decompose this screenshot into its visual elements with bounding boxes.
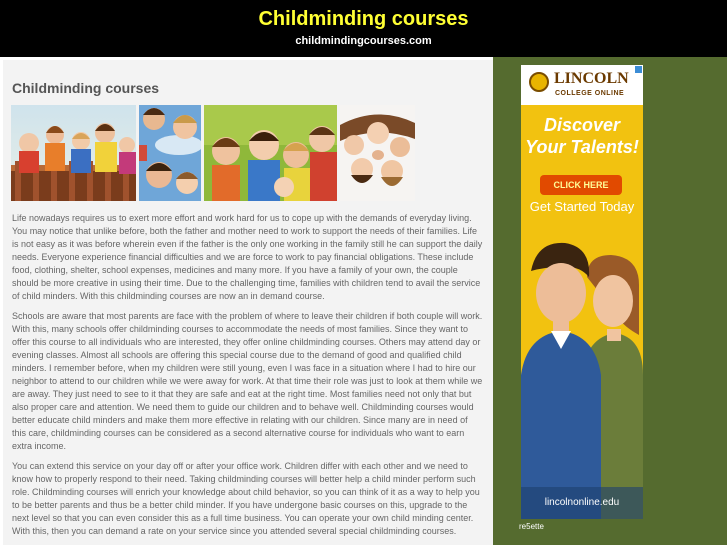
ad-brand: LINCOLN	[554, 70, 629, 87]
adchoices-icon[interactable]	[635, 66, 642, 73]
lincoln-ad-banner[interactable]	[521, 65, 643, 519]
ad-click-here-button[interactable]: CLICK HERE	[540, 175, 622, 195]
site-header	[0, 0, 727, 57]
ad-tagline-2: Your Talents!	[525, 137, 639, 157]
main-content	[0, 57, 493, 545]
sidebar	[493, 57, 727, 545]
ad-brand-sub: COLLEGE ONLINE	[555, 90, 625, 97]
site-url[interactable]: childmindingcourses.com	[295, 35, 432, 47]
site-title[interactable]: Childminding courses	[258, 8, 469, 30]
photo-children-fence	[11, 105, 136, 201]
content-panel	[3, 60, 493, 545]
photo-children-circle	[340, 105, 415, 201]
lincoln-seal-icon	[529, 72, 549, 92]
photo-children-group	[204, 105, 337, 201]
page-title: Childminding courses	[12, 80, 160, 96]
article-paragraph-1: Life nowadays requires us to exert more effort and work hard for us to cope up with the demands of everyday living. You may notice that unlike before, both the father and mother need to work to support the needs of their families. Life is not easy as it was before wherein even if the father is the only one working in the family still he can support the daily needs. Everyone experience financial difficulties and we are force to work to pay financial obligations. These include food, clothing, shelter, school expenses, medicines and many more. If you have a family of your own, the couple should be more creative in using their time. Due to the challenging time, families with children tend to avail the service of child minders. With this childminding courses are now an in demand course.	[12, 213, 483, 301]
ad-tagline-1: Discover	[543, 115, 621, 135]
ad-get-started: Get Started Today	[529, 199, 635, 214]
article-paragraph-2: Schools are aware that most parents are face with the problem of where to leave their children if both couple will work. With this, many schools offer childminding courses to accommodate the needs of most families. Since they want to offer this course to all individuals who are interested, they offer online childminding courses. Others may attend day or evening classes. Almost all schools are offering this special course due to the demand of good and qualified child minders. I remember before, when my children were still young, even I was face in a situation where I had to hire our neighbor to attend to our children while we were away for work. At that time their role was just to look at them while we are away. They just need to see to it that they are safe and eat at the right time. Most families need not only that but also proper care and attention. We need them to guide our children and to behave well. Childminding courses would better educate child minders and make them more effective in relating with our children. Since many are in need of this care, childminding courses can be considered as a second alternative course for individuals who want to earn extra income.	[12, 311, 483, 451]
ad-logo-area	[521, 65, 643, 105]
photo-children-sky	[139, 105, 201, 201]
ad-footer-url[interactable]: lincolnonline.edu	[544, 497, 620, 508]
article-body	[12, 212, 484, 545]
ad-students-image	[521, 225, 643, 519]
article-paragraph-3: You can extend this service on your day off or after your office work. Children differ with each other and we need to know how to properly respond to their need. Taking childminding courses will better help a child minder perform such role. Childminding courses will enrich your knowledge about child behavior, so you can think of it as a way to help you to be better parents and thus be a better child minder. If you have undergone basic courses on this, upgrade to the next level so that you can even consider this as a full time business. You can operate your own child minding center. With this, then you can demand a rate on your service since you attended several special childminding courses.	[12, 461, 480, 536]
ad-credit: re5ette	[519, 522, 544, 531]
